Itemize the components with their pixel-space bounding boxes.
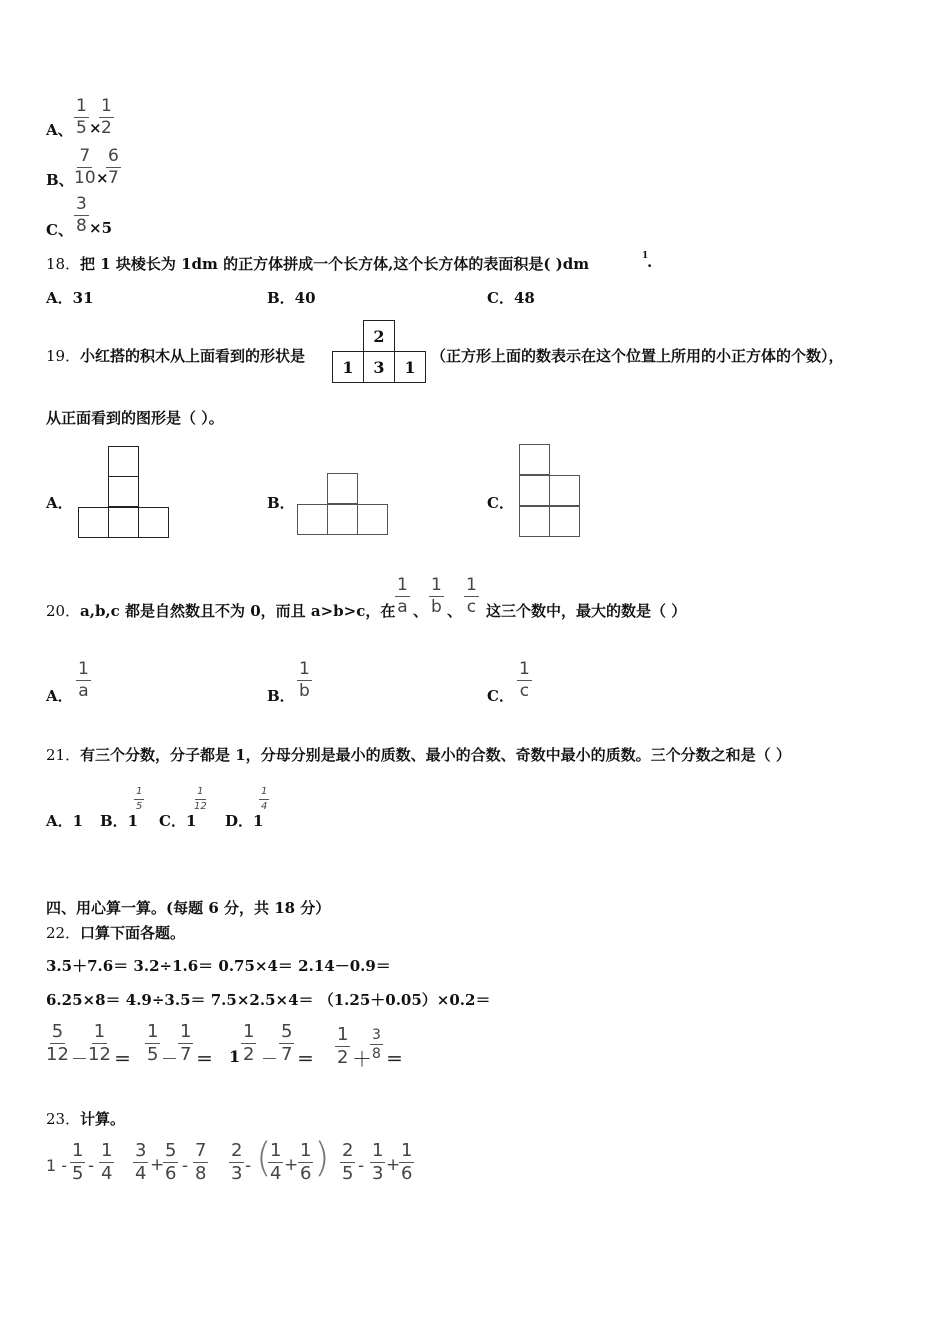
right-paren: ) bbox=[314, 1135, 330, 1181]
minus-sign: － bbox=[71, 1050, 88, 1070]
fraction: $\frac{1}{5}$ bbox=[72, 1140, 84, 1184]
separator: 、 bbox=[447, 602, 463, 620]
q18-option-b: B．40 bbox=[267, 289, 316, 307]
top-view-grid bbox=[332, 320, 426, 383]
cube-square bbox=[108, 507, 139, 538]
q19-option-c-label: C． bbox=[487, 494, 514, 512]
grid-cell: 1 bbox=[395, 352, 426, 383]
question-text: a,b,c 都是自然数且不为 0，而且 a>b>c，在 bbox=[80, 602, 396, 620]
separator: 、 bbox=[413, 602, 429, 620]
option-label: C、 bbox=[46, 221, 73, 239]
minus-sign: - bbox=[182, 1156, 189, 1176]
fraction: $\frac{3}{8}$ bbox=[372, 1027, 381, 1062]
plus-sign: + bbox=[284, 1155, 299, 1175]
cube-square bbox=[108, 476, 139, 507]
cube-square bbox=[327, 473, 358, 504]
equals-sign: ＝ bbox=[297, 1050, 314, 1070]
option-label: A、 bbox=[46, 121, 73, 139]
cube-square bbox=[519, 444, 550, 475]
question-number: 18． bbox=[46, 255, 81, 273]
fraction: $\frac{2}{5}$ bbox=[342, 1140, 354, 1184]
equals-sign: ＝ bbox=[196, 1050, 213, 1070]
equals-sign: ＝ bbox=[386, 1050, 403, 1070]
minus-sign: － bbox=[261, 1050, 278, 1070]
cube-square bbox=[549, 475, 580, 506]
fraction: $\frac{5}{12}$ bbox=[46, 1021, 69, 1065]
q21-option-b: B．1 bbox=[100, 812, 139, 830]
grid-cell: 1 bbox=[333, 352, 364, 383]
grid-cell: 3 bbox=[364, 352, 395, 383]
plus-sign: + bbox=[150, 1155, 165, 1175]
q20-option-a-label: A． bbox=[46, 687, 73, 705]
fraction: $\frac{1}{3}$ bbox=[372, 1140, 384, 1184]
question-number: 23． bbox=[46, 1110, 81, 1128]
fraction: $\frac{5}{7}$ bbox=[281, 1021, 293, 1065]
cube-square bbox=[549, 506, 580, 537]
fraction: $\frac{1}{2}$ bbox=[337, 1024, 349, 1068]
fraction: $\frac{1}{c}$ bbox=[519, 659, 530, 701]
q19-option-a-label: A． bbox=[46, 494, 73, 512]
q20-option-b-label: B． bbox=[267, 687, 295, 705]
question-text-continued: 这三个数中，最大的数是（ ） bbox=[486, 602, 687, 620]
fraction: $\frac{1}{7}$ bbox=[180, 1021, 192, 1065]
fraction: $\frac{1}{a}$ bbox=[397, 575, 408, 617]
mental-math-row-2: 6.25×8＝ 4.9÷3.5＝ 7.5×2.5×4＝ （1.25＋0.05）×0.2＝ bbox=[46, 991, 491, 1009]
fraction: $\frac{1}{5}$ bbox=[76, 96, 87, 138]
question-number: 20． bbox=[46, 602, 81, 620]
q21-option-a: A．1 bbox=[46, 812, 84, 830]
q18-option-c: C．48 bbox=[487, 289, 535, 307]
fraction: $\frac{1}{6}$ bbox=[300, 1140, 312, 1184]
lead-term: 1 - bbox=[46, 1156, 68, 1175]
fraction: $\frac{1}{4}$ bbox=[270, 1140, 282, 1184]
fraction: $\frac{1}{5}$ bbox=[136, 786, 143, 812]
fraction: $\frac{1}{a}$ bbox=[78, 659, 89, 701]
question-text: 有三个分数，分子都是 1，分母分别是最小的质数、最小的合数、奇数中最小的质数。三个分数之和是（ ） bbox=[80, 746, 791, 764]
q21-option-c: C．1 bbox=[159, 812, 197, 830]
grid-cell: 2 bbox=[364, 321, 395, 352]
question-number: 22． bbox=[46, 924, 81, 942]
fraction: $\frac{1}{b}$ bbox=[431, 575, 442, 617]
fraction: $\frac{1}{4}$ bbox=[261, 786, 268, 812]
cube-square bbox=[519, 506, 550, 537]
cube-square bbox=[78, 507, 109, 538]
plus-sign: ＋ bbox=[352, 1047, 372, 1071]
question-text: 把 1 块棱长为 1dm 的正方体拼成一个长方体,这个长方体的表面积是( )dm bbox=[80, 255, 590, 273]
cube-square bbox=[297, 504, 328, 535]
fraction: $\frac{3}{4}$ bbox=[135, 1140, 147, 1184]
plus-sign: + bbox=[386, 1155, 401, 1175]
fraction: $\frac{1}{5}$ bbox=[147, 1021, 159, 1065]
fraction: $\frac{7}{10}$ bbox=[74, 146, 96, 188]
question-number: 19． bbox=[46, 347, 81, 365]
multiply-sign: × bbox=[89, 119, 102, 137]
fraction: $\frac{7}{8}$ bbox=[195, 1140, 207, 1184]
question-text: 小红搭的积木从上面看到的形状是 bbox=[80, 347, 306, 365]
q21-option-d: D．1 bbox=[225, 812, 264, 830]
equals-sign: ＝ bbox=[114, 1050, 131, 1070]
question-text-continued: （正方形上面的数表示在这个位置上所用的小正方体的个数）， bbox=[431, 347, 844, 365]
mental-math-row-1: 3.5＋7.6＝ 3.2÷1.6＝ 0.75×4＝ 2.14－0.9＝ bbox=[46, 957, 391, 975]
q19-option-b-label: B． bbox=[267, 494, 295, 512]
cube-square bbox=[138, 507, 169, 538]
multiply-sign: × bbox=[96, 169, 109, 187]
cube-square bbox=[327, 504, 358, 535]
fraction: $\frac{1}{2}$ bbox=[243, 1021, 255, 1065]
fraction: $\frac{1}{2}$ bbox=[101, 96, 112, 138]
option-label: B、 bbox=[46, 171, 74, 189]
question-text-line2: 从正面看到的图形是（ ）。 bbox=[46, 409, 224, 427]
minus-sign: - bbox=[88, 1156, 95, 1176]
cube-square bbox=[357, 504, 388, 535]
fraction: $\frac{1}{c}$ bbox=[466, 575, 477, 617]
fraction: $\frac{1}{4}$ bbox=[101, 1140, 113, 1184]
times-five: ×5 bbox=[89, 219, 113, 237]
question-number: 21． bbox=[46, 746, 81, 764]
fraction: $\frac{1}{6}$ bbox=[401, 1140, 413, 1184]
fraction: $\frac{5}{6}$ bbox=[165, 1140, 177, 1184]
fraction: $\frac{1}{12}$ bbox=[194, 786, 207, 812]
q18-option-a: A．31 bbox=[46, 289, 94, 307]
left-paren: ( bbox=[256, 1135, 272, 1181]
cube-square bbox=[519, 475, 550, 506]
minus-sign: - bbox=[358, 1156, 365, 1176]
minus-sign: － bbox=[161, 1050, 178, 1070]
superscript: 1 bbox=[642, 251, 649, 261]
period: . bbox=[647, 253, 653, 271]
fraction: $\frac{3}{8}$ bbox=[76, 194, 87, 236]
fraction: $\frac{1}{12}$ bbox=[88, 1021, 111, 1065]
minus-sign: - bbox=[245, 1156, 252, 1176]
cube-square bbox=[108, 446, 139, 477]
q20-option-c-label: C． bbox=[487, 687, 514, 705]
fraction: $\frac{2}{3}$ bbox=[231, 1140, 243, 1184]
fraction: $\frac{1}{b}$ bbox=[299, 659, 310, 701]
whole-number: 1 bbox=[229, 1047, 241, 1066]
question-title: 计算。 bbox=[80, 1110, 126, 1128]
question-title: 口算下面各题。 bbox=[80, 924, 186, 942]
section-title: 四、用心算一算。(每题 6 分，共 18 分） bbox=[46, 899, 331, 917]
fraction: $\frac{6}{7}$ bbox=[108, 146, 119, 188]
